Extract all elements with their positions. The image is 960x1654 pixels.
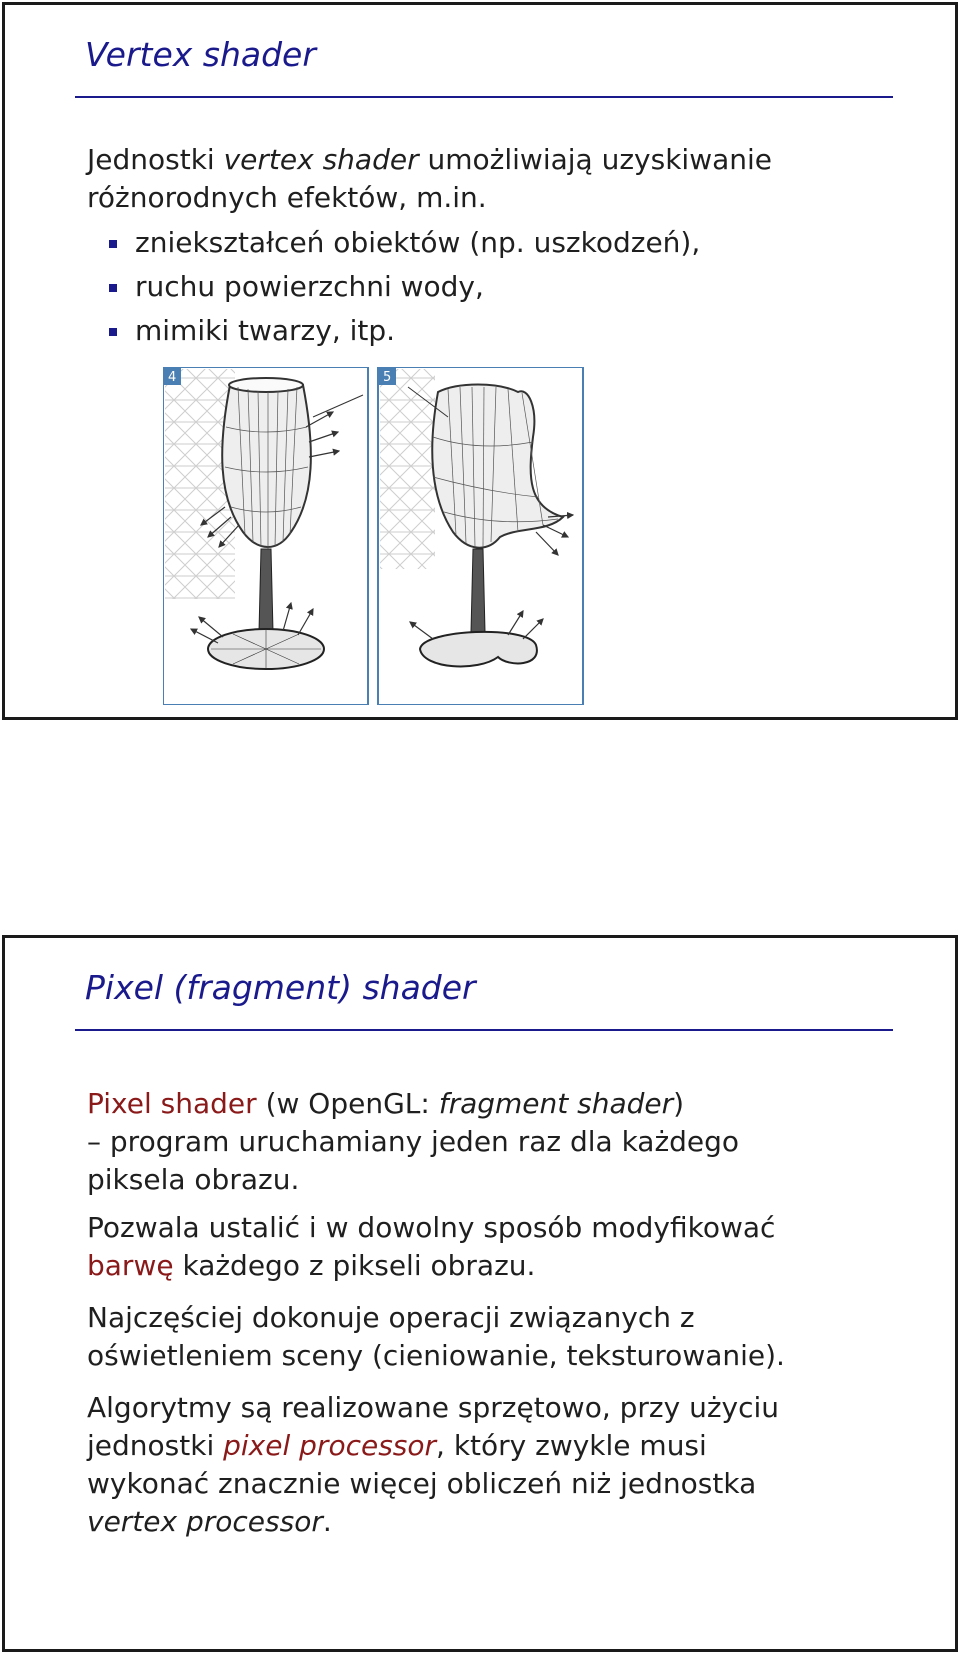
- term-vertex-processor: vertex processor: [87, 1505, 323, 1538]
- panel-original: [163, 367, 368, 705]
- paragraph-hardware-line-4: vertex processor.: [87, 1505, 332, 1538]
- slide-pixel-shader: [2, 935, 958, 1652]
- term-pixel-processor: pixel processor: [223, 1429, 437, 1462]
- paragraph-color-line-2: barwę każdego z pikseli obrazu.: [87, 1249, 536, 1282]
- term-fragment-shader: fragment shader: [438, 1087, 674, 1120]
- panel-deformed: [378, 367, 583, 705]
- paragraph-lighting-line-2: oświetleniem sceny (cieniowanie, teksturowanie).: [87, 1339, 785, 1372]
- paragraph-lighting-line-1: Najczęściej dokonuje operacji związanych z: [87, 1301, 695, 1334]
- intro-line-1: Jednostki vertex shader umożliwiają uzyskiwanie: [87, 143, 772, 176]
- list-item: mimiki twarzy, itp.: [87, 309, 772, 353]
- paragraph-hardware-line-2: jednostki pixel processor, który zwykle musi: [87, 1429, 707, 1462]
- panel-label-4: 4: [168, 370, 177, 385]
- paragraph-hardware-line-1: Algorytmy są realizowane sprzętowo, przy użyciu: [87, 1391, 780, 1424]
- intro-line-2: różnorodnych efektów, m.in.: [87, 181, 487, 214]
- slide-body: [87, 1085, 785, 1541]
- title-underline: [75, 1029, 893, 1031]
- list-item: ruchu powierzchni wody,: [87, 265, 772, 309]
- paragraph-hardware-line-3: wykonać znacznie więcej obliczeń niż jednostka: [87, 1467, 757, 1500]
- panel-label-5: 5: [383, 370, 392, 385]
- slide-body: [87, 141, 772, 353]
- list-item: zniekształceń obiektów (np. uszkodzeń),: [87, 221, 772, 265]
- slide-title: Pixel (fragment) shader: [85, 968, 476, 1007]
- slide-vertex-shader: [2, 2, 958, 720]
- paragraph-definition-line-3: piksela obrazu.: [87, 1163, 300, 1196]
- effects-list: [87, 221, 772, 353]
- term-pixel-shader: Pixel shader: [87, 1087, 257, 1120]
- slide-title: Vertex shader: [85, 35, 316, 74]
- title-underline: [75, 96, 893, 98]
- term-vertex-shader: vertex shader: [223, 143, 419, 176]
- paragraph-definition-line-1: Pixel shader (w OpenGL: fragment shader): [87, 1087, 685, 1120]
- paragraph-definition-line-2: – program uruchamiany jeden raz dla każdego: [87, 1125, 740, 1158]
- term-color: barwę: [87, 1249, 174, 1282]
- paragraph-color-line-1: Pozwala ustalić i w dowolny sposób modyfikować: [87, 1211, 776, 1244]
- wine-glass-deformation-figure: [163, 367, 593, 705]
